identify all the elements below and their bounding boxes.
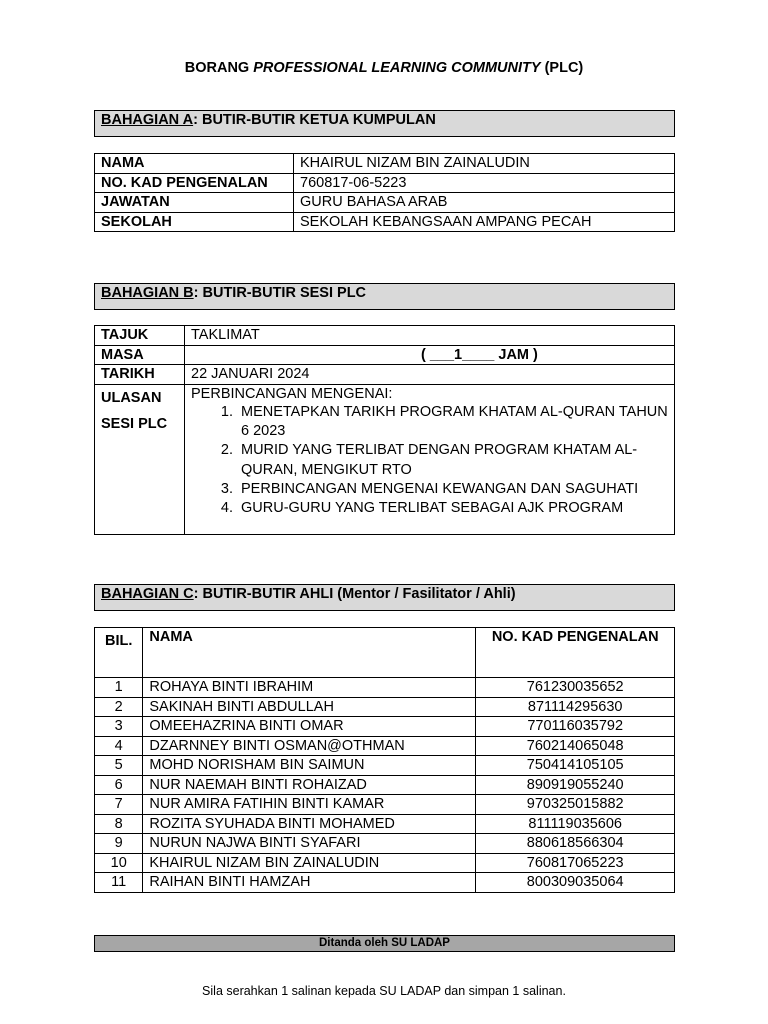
- member-ic: 871114295630: [476, 697, 675, 717]
- member-bil: 9: [95, 834, 143, 854]
- row-masa: [95, 345, 675, 365]
- label-tarikh: TARIKH: [95, 365, 185, 385]
- member-bil: 2: [95, 697, 143, 717]
- table-row: [95, 697, 675, 717]
- section-a-row-sekolah: [95, 212, 675, 232]
- member-nama: NUR AMIRA FATIHIN BINTI KAMAR: [143, 795, 476, 815]
- label-nama: NAMA: [95, 154, 294, 174]
- member-bil: 1: [95, 678, 143, 698]
- table-row: [95, 736, 675, 756]
- member-ic: 760214065048: [476, 736, 675, 756]
- section-a-table: [94, 153, 675, 232]
- members-header-row: [95, 628, 675, 678]
- col-ic: NO. KAD PENGENALAN: [476, 628, 675, 678]
- form-title-italic: PROFESSIONAL LEARNING COMMUNITY: [253, 60, 541, 76]
- ulasan-item: 2. MURID YANG TERLIBAT DENGAN PROGRAM KHATAM AL-QURAN, MENGIKUT RTO: [237, 441, 668, 479]
- ulasan-item: 3. PERBINCANGAN MENGENAI KEWANGAN DAN SAGUHATI: [237, 480, 668, 499]
- value-nama: KHAIRUL NIZAM BIN ZAINALUDIN: [294, 154, 675, 174]
- value-ic: 760817-06-5223: [294, 173, 675, 193]
- ulasan-intro: PERBINCANGAN MENGENAI:: [191, 385, 393, 402]
- table-row: [95, 873, 675, 893]
- members-table: [94, 627, 675, 893]
- ulasan-list: [191, 403, 668, 518]
- member-bil: 3: [95, 717, 143, 737]
- member-nama: KHAIRUL NIZAM BIN ZAINALUDIN: [143, 853, 476, 873]
- member-ic: 800309035064: [476, 873, 675, 893]
- table-row: [95, 834, 675, 854]
- member-nama: MOHD NORISHAM BIN SAIMUN: [143, 756, 476, 776]
- value-sekolah: SEKOLAH KEBANGSAAN AMPANG PECAH: [294, 212, 675, 232]
- form-title-suffix: (PLC): [540, 60, 584, 76]
- member-nama: NUR NAEMAH BINTI ROHAIZAD: [143, 775, 476, 795]
- member-bil: 8: [95, 814, 143, 834]
- section-a-label: BAHAGIAN A: [101, 112, 194, 128]
- member-bil: 11: [95, 873, 143, 893]
- member-ic: 760817065223: [476, 853, 675, 873]
- table-row: [95, 756, 675, 776]
- member-ic: 880618566304: [476, 834, 675, 854]
- member-bil: 4: [95, 736, 143, 756]
- ulasan-item: 1. MENETAPKAN TARIKH PROGRAM KHATAM AL-QURAN TAHUN 6 2023: [237, 403, 668, 441]
- label-jawatan: JAWATAN: [95, 193, 294, 213]
- section-a-row-ic: [95, 173, 675, 193]
- member-bil: 6: [95, 775, 143, 795]
- section-a-row-nama: [95, 154, 675, 174]
- member-nama: NURUN NAJWA BINTI SYAFARI: [143, 834, 476, 854]
- ulasan-item: 4. GURU-GURU YANG TERLIBAT SEBAGAI AJK PROGRAM: [237, 499, 668, 518]
- form-title-prefix: BORANG: [184, 60, 254, 76]
- member-bil: 10: [95, 853, 143, 873]
- row-ulasan: [95, 384, 675, 534]
- value-ulasan: [185, 384, 675, 534]
- table-row: [95, 853, 675, 873]
- col-nama: NAMA: [143, 628, 476, 678]
- member-nama: RAIHAN BINTI HAMZAH: [143, 873, 476, 893]
- row-tajuk: [95, 326, 675, 346]
- members-body: [95, 678, 675, 893]
- section-c-heading: : BUTIR-BUTIR AHLI (Mentor / Fasilitator / Ahli): [193, 586, 516, 602]
- value-tajuk: TAKLIMAT: [185, 326, 675, 346]
- member-ic: 811119035606: [476, 814, 675, 834]
- member-nama: ROZITA SYUHADA BINTI MOHAMED: [143, 814, 476, 834]
- section-c-label: BAHAGIAN C: [101, 586, 194, 602]
- member-ic: 890919055240: [476, 775, 675, 795]
- label-tajuk: TAJUK: [95, 326, 185, 346]
- value-masa: ( ___1____ JAM ): [185, 345, 675, 365]
- signed-by-bar: Ditanda oleh SU LADAP: [94, 935, 675, 952]
- section-b-header: [94, 283, 675, 310]
- table-row: [95, 814, 675, 834]
- section-b-label: BAHAGIAN B: [101, 285, 194, 301]
- table-row: [95, 795, 675, 815]
- submission-note: Sila serahkan 1 salinan kepada SU LADAP dan simpan 1 salinan.: [202, 984, 566, 998]
- member-bil: 5: [95, 756, 143, 776]
- value-tarikh: 22 JANUARI 2024: [185, 365, 675, 385]
- member-nama: OMEEHAZRINA BINTI OMAR: [143, 717, 476, 737]
- col-bil: BIL.: [95, 628, 143, 678]
- member-nama: DZARNNEY BINTI OSMAN@OTHMAN: [143, 736, 476, 756]
- value-jawatan: GURU BAHASA ARAB: [294, 193, 675, 213]
- member-ic: 970325015882: [476, 795, 675, 815]
- member-ic: 750414105105: [476, 756, 675, 776]
- section-a-header: [94, 110, 675, 137]
- label-ulasan: ULASAN SESI PLC: [95, 384, 185, 534]
- label-ic: NO. KAD PENGENALAN: [95, 173, 294, 193]
- member-bil: 7: [95, 795, 143, 815]
- member-nama: SAKINAH BINTI ABDULLAH: [143, 697, 476, 717]
- section-c-header: [94, 584, 675, 611]
- table-row: [95, 717, 675, 737]
- table-row: [95, 678, 675, 698]
- label-sekolah: SEKOLAH: [95, 212, 294, 232]
- section-a-heading: : BUTIR-BUTIR KETUA KUMPULAN: [193, 112, 436, 128]
- member-ic: 761230035652: [476, 678, 675, 698]
- section-a-row-jawatan: [95, 193, 675, 213]
- section-b-table: [94, 325, 675, 535]
- member-nama: ROHAYA BINTI IBRAHIM: [143, 678, 476, 698]
- table-row: [95, 775, 675, 795]
- label-masa: MASA: [95, 345, 185, 365]
- row-tarikh: [95, 365, 675, 385]
- form-title: [0, 60, 768, 76]
- section-b-heading: : BUTIR-BUTIR SESI PLC: [193, 285, 367, 301]
- member-ic: 770116035792: [476, 717, 675, 737]
